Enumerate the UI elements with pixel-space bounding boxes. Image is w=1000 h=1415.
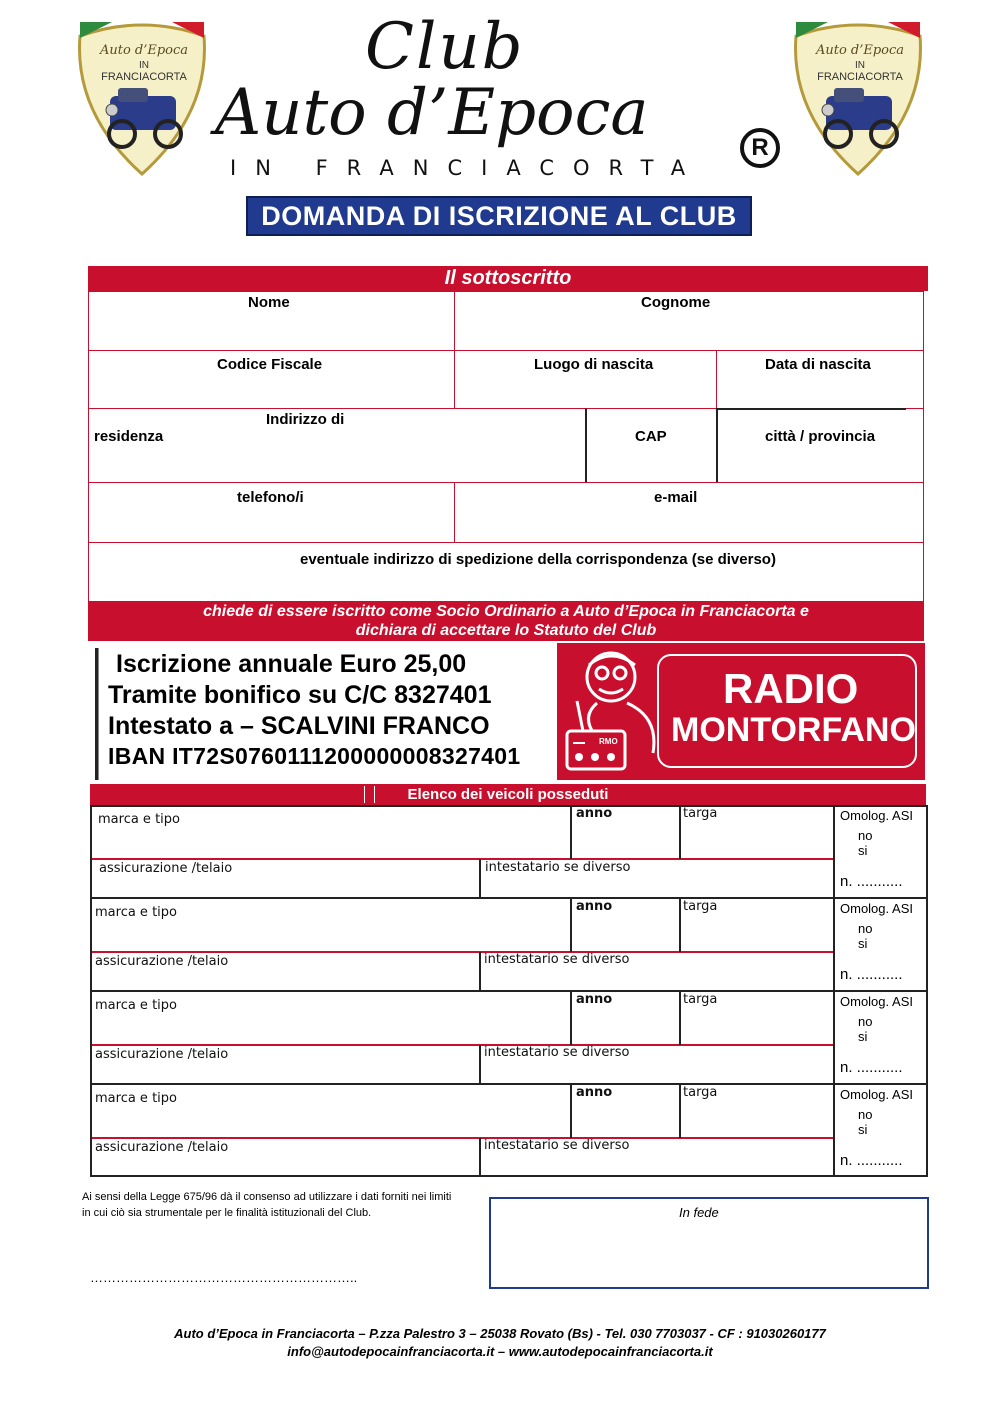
club-emblem-left [72,18,212,178]
targa-label: targa [683,992,718,1007]
signature-dotted-line[interactable]: …………………………………………………….. [90,1270,358,1285]
vehicle-2-asi-no-option[interactable]: no [858,921,873,936]
logo-club-place: IN FRANCIACORTA [230,156,705,180]
email-label: e-mail [654,489,698,506]
sponsor-radio-word: RADIO [723,665,859,712]
intestatario-label: intestatario se diverso [484,1045,630,1060]
targa-label: targa [683,899,718,914]
assicurazione-label: assicurazione /telaio [99,861,233,876]
svg-text:FRANCIACORTA: FRANCIACORTA [817,71,903,83]
anno-label: anno [576,899,613,914]
club-logo [215,10,805,190]
telefono-label: telefono/i [237,489,304,506]
intestatario-label: intestatario se diverso [484,1138,630,1153]
form-title: DOMANDA DI ISCRIZIONE AL CLUB [246,196,752,236]
payment-rule [95,648,99,780]
svg-text:IN: IN [855,60,865,71]
signature-label: In fede [679,1205,719,1220]
payment-fee: Iscrizione annuale Euro 25,00 [116,650,467,678]
payment-method: Tramite bonifico su C/C 8327401 [108,681,492,709]
footer-address: Auto d’Epoca in Franciacorta – P.zza Palestro 3 – 25038 Rovato (Bs) - Tel. 030 7703037 - CF : 91030260177 [174,1326,826,1341]
cap-label: CAP [635,428,667,445]
signature-box[interactable] [489,1197,929,1289]
assicurazione-label: assicurazione /telaio [95,1047,229,1062]
cap-field[interactable] [585,408,717,483]
indirizzo-label: Indirizzo di [266,411,345,428]
svg-text:RMO: RMO [599,737,618,746]
vehicle-3-asi-si-option[interactable]: si [858,1029,868,1044]
asi-label: Omolog. ASI [840,1087,913,1102]
svg-text:Auto d’Epoca: Auto d’Epoca [815,43,905,58]
section-title-sottoscritto: Il sottoscritto [88,266,928,291]
asi-label: Omolog. ASI [840,808,913,823]
vehicle-1-asi-no-option[interactable]: no [858,828,873,843]
svg-text:FRANCIACORTA: FRANCIACORTA [101,71,187,83]
vehicle-2-asi-number[interactable]: n. ........... [840,966,903,983]
vehicle-col-divider [833,805,835,898]
asi-label: Omolog. ASI [840,901,913,916]
citta-label: città / provincia [765,428,876,445]
footer-contacts: info@autodepocainfranciacorta.it – www.autodepocainfranciacorta.it [287,1344,713,1359]
assicurazione-label: assicurazione /telaio [95,954,229,969]
residenza-label: residenza [94,428,164,445]
anno-label: anno [576,806,613,821]
radio-mascot-icon [561,647,665,775]
request-statement [88,601,924,641]
anno-label: anno [576,1085,613,1100]
registered-mark: R [740,128,780,168]
logo-club-word: Club [365,10,525,84]
intestatario-label: intestatario se diverso [485,860,631,875]
vehicle-4-asi-no-option[interactable]: no [858,1107,873,1122]
request-line-1: chiede di essere iscritto come Socio Ordinario a Auto d’Epoca in Franciacorta e [203,603,809,620]
vehicle-3-asi-number[interactable]: n. ........... [840,1059,903,1076]
marca-label: marca e tipo [95,998,177,1013]
intestatario-label: intestatario se diverso [484,952,630,967]
vehicle-1-asi-number[interactable]: n. ........... [840,873,903,890]
cognome-label: Cognome [641,294,711,311]
payment-iban: IBAN IT72S0760111200000008327401 [108,743,521,769]
assicurazione-label: assicurazione /telaio [95,1140,229,1155]
vehicle-4-asi-number[interactable]: n. ........... [840,1152,903,1169]
logo-club-name: Auto d’Epoca [215,76,649,150]
anno-label: anno [576,992,613,1007]
vehicle-col-divider [833,991,835,1084]
vehicles-title: Elenco dei veicoli posseduti [90,784,926,805]
asi-label: Omolog. ASI [840,994,913,1009]
sponsor-montorfano-word: MONTORFANO [671,711,916,749]
marca-label: marca e tipo [95,1091,177,1106]
svg-text:IN: IN [139,60,149,71]
data-nascita-label: Data di nascita [765,356,871,373]
citta-field[interactable] [716,408,924,483]
nome-label: Nome [248,294,290,311]
targa-label: targa [683,806,718,821]
codice-fiscale-label: Codice Fiscale [217,356,323,373]
vehicle-3-asi-no-option[interactable]: no [858,1014,873,1029]
vehicle-4-asi-si-option[interactable]: si [858,1122,868,1137]
marca-label: marca e tipo [98,812,180,827]
payment-holder: Intestato a – SCALVINI FRANCO [108,712,490,740]
privacy-consent: Ai sensi della Legge 675/96 dà il consenso ad utilizzare i dati forniti nei limiti in cui ciò sia strumentale per le finalità istituzionali del Club. [82,1191,452,1219]
targa-label: targa [683,1085,718,1100]
svg-text:Auto d’Epoca: Auto d’Epoca [99,43,189,58]
sponsor-radio-montorfano [557,643,925,780]
spedizione-label: eventuale indirizzo di spedizione della corrispondenza (se diverso) [300,551,776,568]
club-emblem-right [788,18,928,178]
marca-label: marca e tipo [95,905,177,920]
request-line-2: dichiara di accettare lo Statuto del Club [355,622,657,639]
vehicle-col-divider [833,1084,835,1177]
luogo-nascita-label: Luogo di nascita [534,356,654,373]
vehicle-col-divider [833,898,835,991]
vehicle-2-asi-si-option[interactable]: si [858,936,868,951]
row-divider [716,408,906,410]
vehicle-1-asi-si-option[interactable]: si [858,843,868,858]
